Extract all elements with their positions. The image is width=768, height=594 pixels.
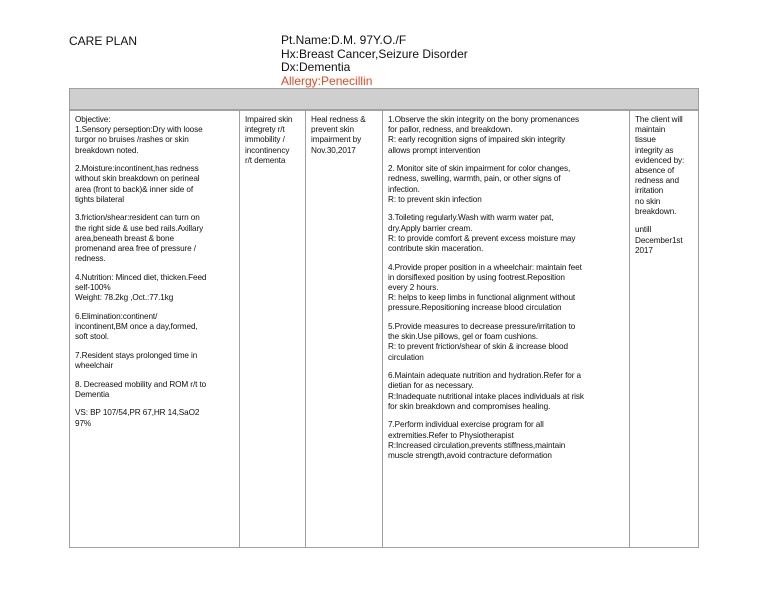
intervention-item-line: dry.Apply barrier cream. [388, 223, 473, 233]
assessment-item-line: promenand area free of pressure / [75, 244, 196, 254]
assessment-item-line: 97% [75, 418, 92, 428]
assessment-item-line: tights bilateral [75, 194, 124, 204]
goal-line-group [311, 115, 378, 156]
evaluation-line: no skin [635, 196, 661, 206]
evaluation-line: tissue [635, 135, 656, 145]
goal-column [305, 111, 382, 547]
intervention-item [388, 115, 625, 156]
assessment-item [75, 380, 235, 400]
intervention-item-line: circulation [388, 352, 424, 362]
assessment-item-line: turgor no bruises /rashes or skin [75, 135, 189, 145]
evaluation-line: redness and [635, 176, 679, 186]
intervention-item-line: 5.Provide measures to decrease pressure/irritation to [388, 322, 576, 332]
intervention-item-line: for skin breakdown and compromises healing. [388, 401, 551, 411]
assessment-item [75, 273, 235, 304]
assessment-item [75, 164, 235, 205]
intervention-item-line: infection. [388, 184, 420, 194]
goal-line: prevent skin [311, 125, 354, 135]
patient-info [281, 34, 468, 88]
intervention-item-line: redness, swelling, warmth, pain, or other signs of [388, 174, 561, 184]
evaluation-until-line: untill [635, 225, 652, 235]
intervention-item [388, 213, 625, 254]
intervention-item-line: 7.Perform individual exercise program for all [388, 420, 544, 430]
nursing-diagnosis-line: immobility / [245, 135, 285, 145]
intervention-item-line: R: early recognition signs of impaired skin integrity [388, 135, 566, 145]
nursing-diagnosis-cell [240, 111, 305, 166]
goal-line: impairment by [311, 135, 362, 145]
evaluation-until-line: 2017 [635, 245, 653, 255]
intervention-item-line: 3.Toileting regularly.Wash with warm water pat, [388, 213, 554, 223]
table-header-bar [69, 88, 699, 110]
assessment-item-line: 3.friction/shear:resident can turn on [75, 213, 200, 223]
evaluation-until-line: December1st [635, 235, 683, 245]
intervention-item-line: dietian for as necessary. [388, 381, 474, 391]
intervention-item-line: R: helps to keep limbs in functional alignment without [388, 293, 576, 303]
assessment-item-line: redness. [75, 254, 106, 264]
assessment-item [75, 408, 235, 428]
assessment-item-line: 2.Moisture:incontinent,has redness [75, 164, 199, 174]
intervention-item [388, 322, 625, 363]
assessment-item-line: wheelchair [75, 361, 114, 371]
assessment-item-line: breakdown noted. [75, 145, 139, 155]
assessment-item [75, 115, 235, 156]
goal-cell [306, 111, 382, 156]
assessment-item [75, 351, 235, 371]
nursing-diagnosis-line: integrety r/t [245, 125, 285, 135]
intervention-item-line: 6.Maintain adequate nutrition and hydration.Refer for a [388, 371, 581, 381]
evaluation-line: evidenced by: [635, 155, 685, 165]
assessment-item-line: Dementia [75, 389, 110, 399]
assessment-item-line: Objective: [75, 115, 111, 124]
intervention-item-line: R: to prevent skin infection [388, 194, 482, 204]
care-plan-table [69, 110, 699, 548]
assessment-column [70, 111, 239, 547]
nursing-diagnosis-column [239, 111, 305, 547]
assessment-item-line: self-100% [75, 283, 111, 293]
intervention-item-line: every 2 hours. [388, 283, 439, 293]
interventions-cell [383, 111, 629, 461]
assessment-item [75, 312, 235, 343]
intervention-item-line: extremities.Refer to Physiotherapist [388, 430, 514, 440]
goal-line: Nov.30,2017 [311, 145, 356, 155]
evaluation-line: breakdown. [635, 206, 677, 216]
assessment-item-line: 4.Nutrition: Minced diet, thicken.Feed [75, 272, 207, 282]
assessment-item-line: area,beneath breast & bone [75, 233, 174, 243]
nursing-diagnosis-line-group [245, 115, 301, 166]
interventions-column [382, 111, 629, 547]
nursing-diagnosis-line: Impaired skin [245, 115, 293, 124]
assessment-item [75, 213, 235, 264]
evaluation-line-group [635, 115, 694, 217]
evaluation-line: absence of [635, 166, 675, 176]
intervention-item-line: contribute skin maceration. [388, 244, 484, 254]
intervention-item-line: 1.Observe the skin integrity on the bony promenances [388, 115, 579, 124]
evaluation-until-line-group [635, 225, 694, 256]
intervention-item-line: pressure.Repositioning increase blood circulation [388, 303, 562, 313]
patient-diagnosis: Dx:Dementia [281, 60, 351, 75]
evaluation-line: The client will [635, 115, 683, 124]
intervention-item-line: for pallor, redness, and breakdown. [388, 125, 513, 135]
assessment-item-line: without skin breakdown on perineal [75, 174, 200, 184]
assessment-item-line: VS: BP 107/54,PR 67,HR 14,SaO2 [75, 408, 200, 418]
assessment-item-line: 8. Decreased mobility and ROM r/t to [75, 379, 207, 389]
intervention-item-line: 2. Monitor site of skin impairment for color changes, [388, 164, 571, 174]
intervention-item [388, 371, 625, 412]
intervention-item-line: the skin.Use pillows, gel or foam cushions. [388, 332, 538, 342]
assessment-item-line: 6.Elimination:continent/ [75, 311, 158, 321]
assessment-item-line: 1.Sensory perseption:Dry with loose [75, 125, 203, 135]
nursing-diagnosis-line: incontinency [245, 145, 290, 155]
intervention-item-line: R: to prevent friction/shear of skin & increase blood [388, 342, 568, 352]
intervention-item-line: muscle strength,avoid contracture deformation [388, 451, 552, 461]
evaluation-column [629, 111, 698, 547]
intervention-item-line: 4.Provide proper position in a wheelchair: maintain feet [388, 262, 582, 272]
assessment-item-line: 7.Resident stays prolonged time in [75, 350, 198, 360]
assessment-item-line: soft stool. [75, 332, 109, 342]
goal-line: Heal redness & [311, 115, 366, 124]
evaluation-line: integrity as [635, 145, 674, 155]
assessment-item-line: the right side & use bed rails.Axillary [75, 223, 204, 233]
intervention-item-line: allows prompt intervention [388, 145, 481, 155]
nursing-diagnosis-line: r/t dementa [245, 155, 286, 165]
evaluation-line: irritation [635, 186, 664, 196]
evaluation-cell [630, 111, 698, 256]
intervention-item-line: in dorsiflexed position by using footrest.Reposition [388, 272, 565, 282]
intervention-item [388, 164, 625, 205]
intervention-item-line: R:Increased circulation,prevents stiffness,maintain [388, 440, 566, 450]
evaluation-line: maintain [635, 125, 666, 135]
intervention-item-line: R: to provide comfort & prevent excess moisture may [388, 233, 576, 243]
intervention-item-line: R:Inadequate nutritional intake places individuals at risk [388, 391, 584, 401]
care-plan-title: CARE PLAN [69, 34, 138, 48]
assessment-item-line: area (front to back)& inner side of [75, 184, 194, 194]
assessment-item-line: Weight: 78.2kg ,Oct.:77.1kg [75, 293, 174, 303]
patient-history: Hx:Breast Cancer,Seizure Disorder [281, 46, 468, 61]
intervention-item [388, 420, 625, 461]
assessment-item-line: incontinent,BM once a day,formed, [75, 322, 198, 332]
intervention-item [388, 263, 625, 314]
patient-name: Pt.Name:D.M. 97Y.O./F [281, 33, 407, 47]
patient-allergy: Allergy:Penecillin [281, 73, 373, 88]
assessment-cell [70, 111, 239, 429]
